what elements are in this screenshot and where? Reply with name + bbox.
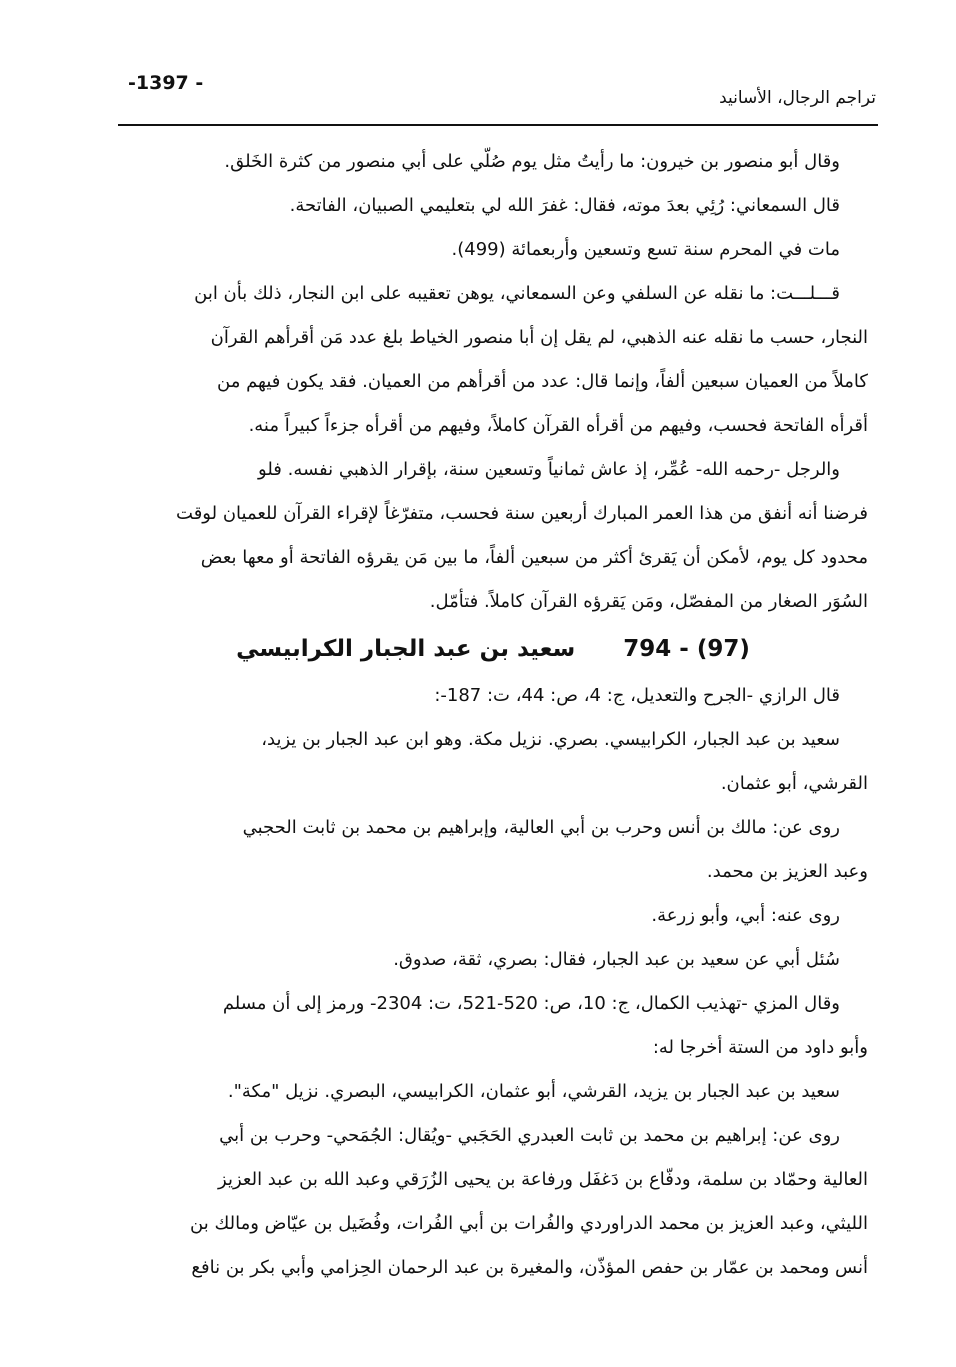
entry-line: سعيد بن عبد الجبار، الكرابيسي. بصري. نزيل مكة. وهو ابن عبد الجبار بن يزيد، <box>261 729 840 750</box>
text-line: والرجل -رحمه الله- عُمِّر، إذ عاش ثمانياً وتسعين سنة، بإقرار الذهبي نفسه. فلو <box>258 459 840 480</box>
text-line: النجار، حسب ما نقله عنه الذهبي، لم يقل إن أبا منصور الخياط بلغ عدد مَن أقرأهم القرآن <box>210 327 868 348</box>
page-number: -1397 - <box>128 72 204 94</box>
entry-line: القرشي، أبو عثمان. <box>720 773 868 794</box>
entry-number: 794 - (97) <box>623 636 750 662</box>
text-line: السُوَر الصغار من المفصّل، ومَن يَقرؤه القرآن كاملاً. فتأمّل. <box>429 591 868 612</box>
running-header: تراجم الرجال، الأسانيد <box>719 88 876 108</box>
entry-line: وقال المزي -تهذيب الكمال، ج: 10، ص: 520-521، ت: 2304- ورمز إلى أن مسلم <box>222 993 840 1014</box>
entry-line: أنس ومحمد بن عمّار بن حفص المؤذّن، والمغيرة بن عبد الرحمان الحِزامي وأبي بكر بن نافع <box>191 1257 868 1278</box>
entry-line: روى عن: مالك بن أنس وحرب بن أبي العالية، وإبراهيم بن محمد بن ثابت الحجبي <box>242 817 840 838</box>
entry-line: روى عن: إبراهيم بن محمد بن ثابت العبدري الحَجَبي -ويُقال: الجُمَحي- وحرب بن أبي <box>219 1125 840 1146</box>
entry-name: سعيد بن عبد الجبار الكرابيسي <box>236 636 576 662</box>
text-line: مات في المحرم سنة تسع وتسعين وأربعمائة (499). <box>451 239 840 260</box>
text-line: قال السمعاني: رُئِي بعدَ موته، فقال: غفرَ الله لي بتعليمي الصبيان، الفاتحة. <box>289 195 840 216</box>
entry-heading <box>118 624 868 674</box>
entry-line: قال الرازي -الجرح والتعديل، ج: 4، ص: 44، ت: 187-: <box>434 685 840 706</box>
text-line: محدود كل يوم، لأمكن أن يَقرئ أكثر من سبعين ألفاً، ما بين مَن يقرؤه الفاتحة أو معها بعض <box>200 547 868 568</box>
text-line: وقال أبو منصور بن خيرون: ما رأيتُ مثل يوم صُلّي على أبي منصور من كثرة الخَلق. <box>224 151 840 172</box>
text-line: كاملاً من العميان سبعين ألفاً، وإنما قال: عدد من أقرأهم من العميان. فقد يكون فيهم من <box>217 371 868 392</box>
body-text <box>118 140 868 1290</box>
entry-line: وعبد العزيز بن محمد. <box>706 861 868 882</box>
text-line: أقرأه الفاتحة فحسب، وفيهم من أقرأه القرآن كاملاً، وفيهم من أقرأه جزءاً كبيراً منه. <box>248 415 868 436</box>
entry-line: الليثي، وعبد العزيز بن محمد الدراوردي والفُرات بن أبي الفُرات، وفُضَيل بن عيّاض ومالك بن <box>190 1213 868 1234</box>
text-line: فرضنا أنه أنفق من هذا العمر المبارك أربعين سنة فحسب، متفرّغاً لإقراء القرآن للعميان لوقت <box>176 503 868 524</box>
entry-line: سعيد بن عبد الجبار بن يزيد، القرشي، أبو عثمان، الكرابيسي، البصري. نزيل "مكة". <box>227 1081 840 1102</box>
entry-line: وأبو داود من الستة أخرجا له: <box>652 1037 868 1058</box>
entry-line: العالية وحمّاد بن سلمة، ودفّاع بن دَغفَل ورفاعة بن يحيى الزُرَقي وعبد الله بن عبد العزيز <box>218 1169 868 1190</box>
text-line: قـــلـــت: ما نقله عن السلفي وعن السمعاني، يوهن تعقيبه على ابن النجار، ذلك بأن ابن <box>194 283 840 304</box>
header-rule <box>118 124 878 126</box>
entry-line: سُئل أبي عن سعيد بن عبد الجبار، فقال: بصري، ثقة، صدوق. <box>393 949 840 970</box>
entry-line: روى عنه: أبي، وأبو زرعة. <box>651 905 840 926</box>
